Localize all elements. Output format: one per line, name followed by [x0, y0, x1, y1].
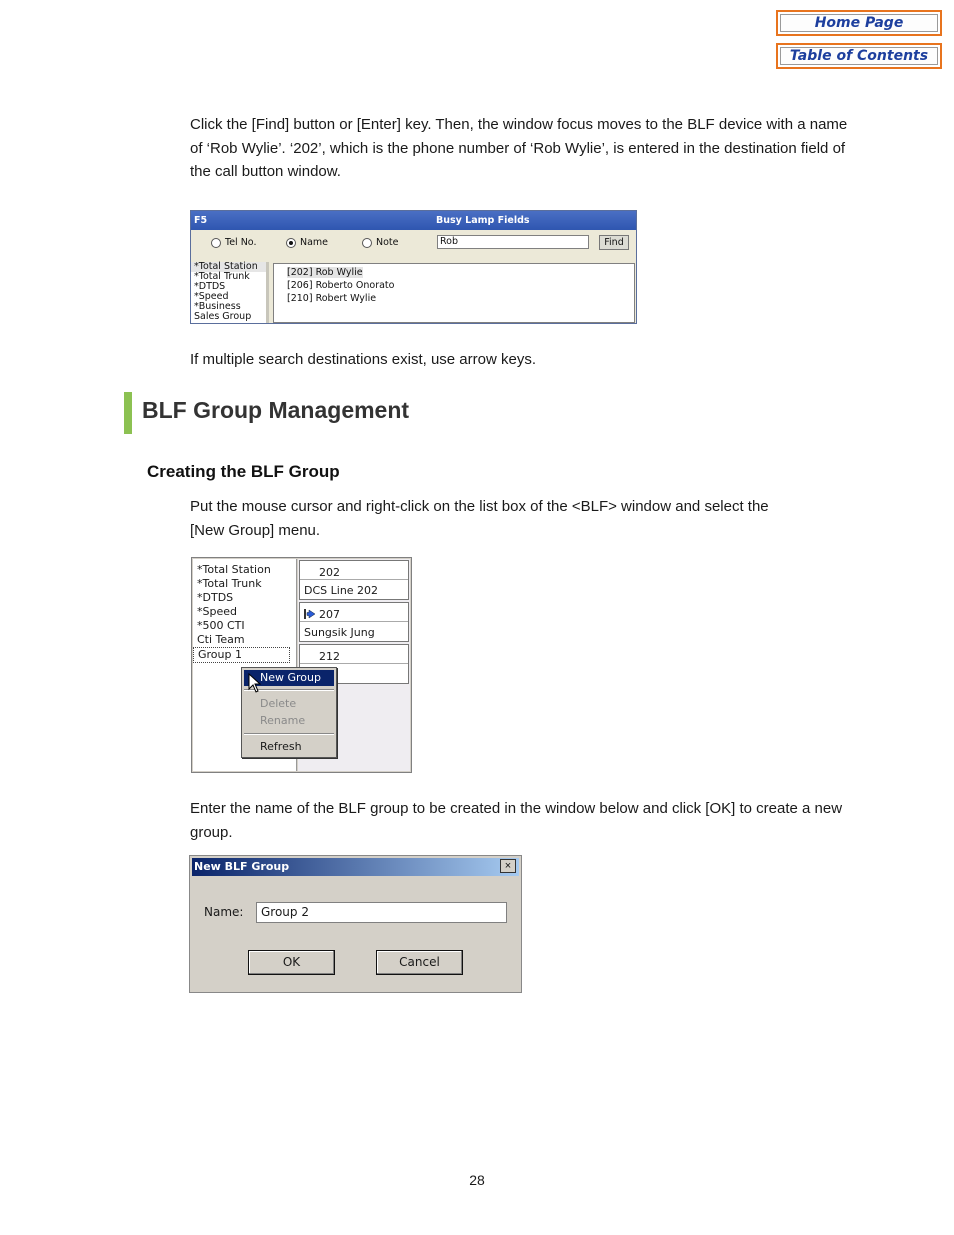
menu-item-new-group[interactable]: New Group [244, 670, 334, 686]
radio-dot [211, 238, 221, 248]
home-page-label: Home Page [780, 14, 938, 32]
section-heading: BLF Group Management [142, 397, 410, 423]
list-item[interactable]: *Speed [194, 291, 229, 302]
card-number: 207 [319, 608, 340, 621]
blf-titlebar [191, 211, 636, 230]
phone-forward-icon [303, 607, 317, 625]
list-item[interactable]: *DTDS [194, 281, 226, 292]
menu-separator [244, 733, 334, 735]
card-name: DCS Line 202 [304, 584, 379, 597]
blf-left-title: F5 [194, 215, 208, 226]
table-of-contents-button[interactable] [776, 43, 942, 69]
busy-lamp-fields-window [190, 210, 637, 324]
paragraph-line: [New Group] menu. [190, 521, 321, 539]
group-name-input[interactable]: Group 2 [256, 902, 507, 923]
group-item[interactable]: Cti Team [197, 633, 245, 646]
card-number: 212 [319, 650, 340, 663]
radio-dot-selected [286, 238, 296, 248]
group-item[interactable]: *Total Station [197, 563, 271, 576]
radio-tel-no[interactable] [211, 237, 256, 248]
radio-name-label: Name [300, 237, 329, 248]
result-item[interactable]: [206] Roberto Onorato [287, 280, 395, 291]
blf-search-input[interactable]: Rob [437, 235, 589, 249]
menu-item-refresh[interactable]: Refresh [260, 740, 302, 753]
mouse-cursor-icon [248, 673, 262, 693]
menu-item-delete[interactable]: Delete [260, 697, 297, 710]
paragraph-arrow-keys: If multiple search destinations exist, use arrow keys. [190, 351, 536, 368]
group-item[interactable]: *500 CTI [197, 619, 245, 632]
blf-results-list[interactable] [273, 263, 635, 323]
paragraph-find-instructions: Click the [Find] button or [Enter] key. Then, the window focus moves to the BLF device with a name of ‘Rob Wylie’. ‘202’, which is the phone number of ‘Rob Wylie’, is entered in the destination field of the call button window. [190, 116, 848, 180]
blf-title: Busy Lamp Fields [436, 215, 530, 226]
blf-group-window [191, 557, 412, 773]
name-label: Name: [204, 905, 244, 919]
group-item[interactable]: *Speed [197, 605, 237, 618]
home-page-button[interactable] [776, 10, 942, 36]
card-name: Sungsik Jung [304, 626, 375, 639]
dialog-title: New BLF Group [192, 858, 519, 876]
radio-dot [362, 238, 372, 248]
card-number: 202 [319, 566, 340, 579]
table-of-contents-label: Table of Contents [780, 47, 938, 65]
group-item-selected[interactable]: Group 1 [193, 647, 290, 663]
radio-note[interactable] [362, 237, 399, 248]
subsection-heading: Creating the BLF Group [147, 462, 340, 481]
blf-group-list[interactable] [191, 262, 269, 323]
radio-tel-label: Tel No. [225, 237, 257, 248]
list-item[interactable]: Sales Group [194, 311, 252, 322]
paragraph-line: Put the mouse cursor and right-click on the list box of the <BLF> window and select the [190, 498, 769, 515]
menu-item-rename[interactable]: Rename [260, 714, 306, 727]
ok-button[interactable]: OK [248, 950, 335, 975]
paragraph-right-click [190, 495, 850, 542]
close-icon[interactable]: × [500, 859, 516, 873]
page-number: 28 [469, 1172, 485, 1188]
radio-note-label: Note [376, 237, 399, 248]
blf-card[interactable] [299, 602, 409, 642]
list-item[interactable]: *Total Station [191, 262, 266, 272]
list-item[interactable]: *Business [194, 301, 241, 312]
list-item[interactable]: *Total Trunk [194, 271, 250, 282]
result-item[interactable]: [202] Rob Wylie [287, 267, 363, 278]
group-item[interactable]: *Total Trunk [197, 577, 262, 590]
paragraph-enter-name: Enter the name of the BLF group to be created in the window below and click [OK] to create a new group. [190, 800, 843, 841]
cancel-button[interactable]: Cancel [376, 950, 463, 975]
heading-accent-bar [124, 392, 132, 434]
result-item[interactable]: [210] Robert Wylie [287, 293, 377, 304]
radio-name[interactable] [286, 237, 328, 248]
new-blf-group-dialog [189, 855, 522, 993]
find-button[interactable]: Find [599, 235, 629, 250]
group-item[interactable]: *DTDS [197, 591, 234, 604]
blf-card[interactable] [299, 560, 409, 600]
